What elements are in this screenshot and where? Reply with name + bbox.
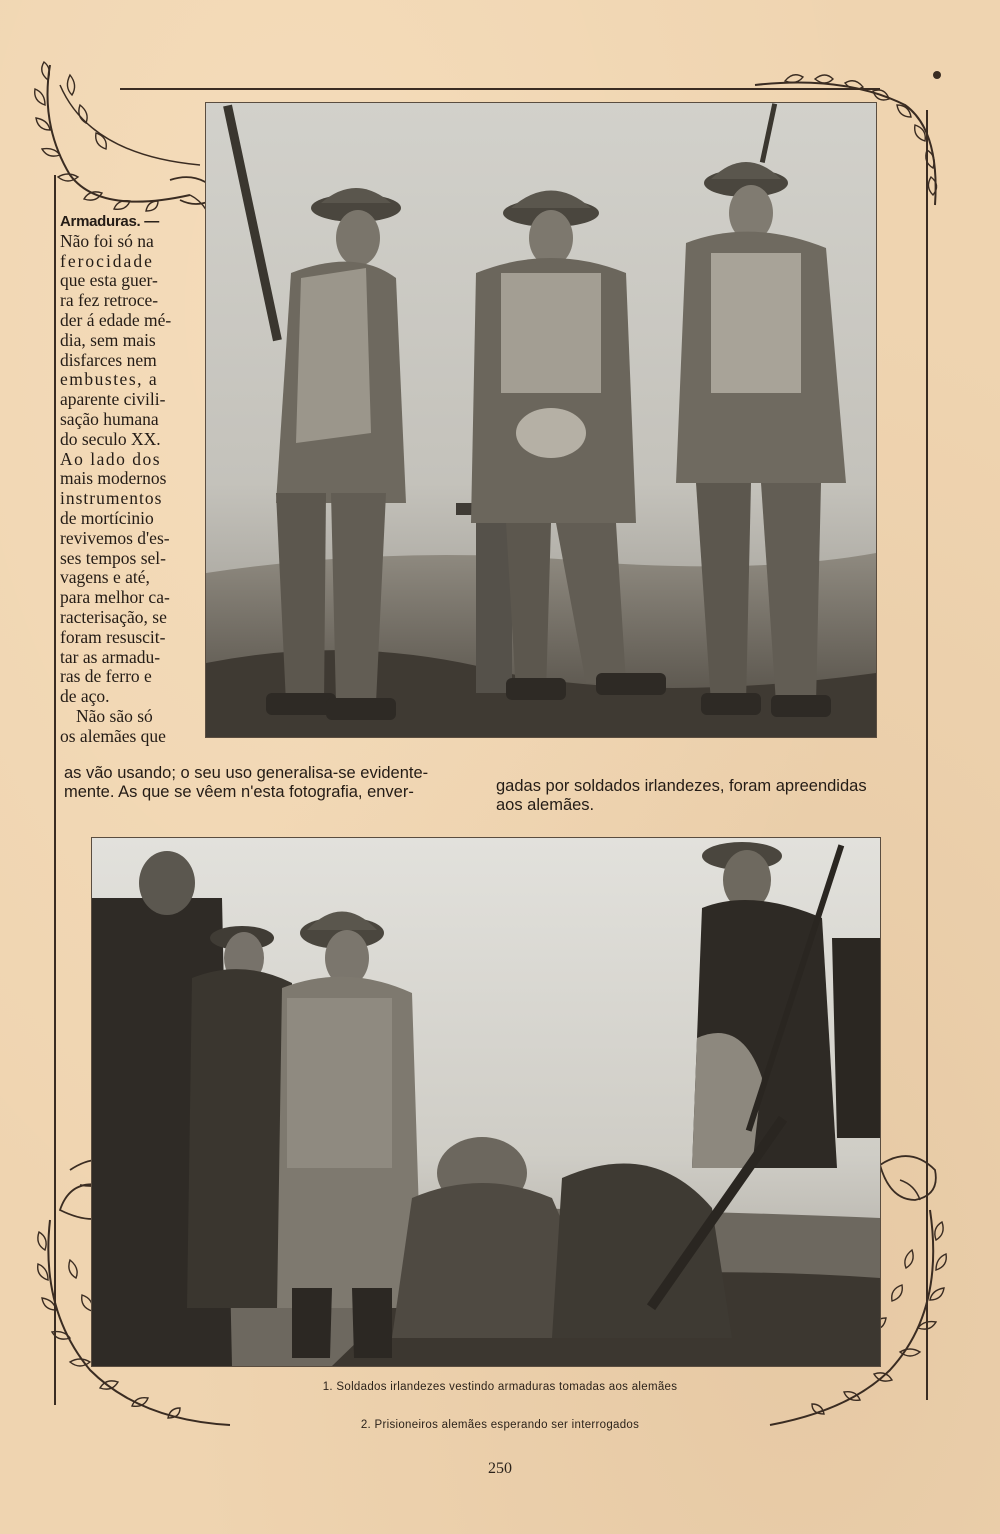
sidebar-line: os alemães que <box>60 725 166 746</box>
sidebar-line: para melhor ca- <box>60 587 170 608</box>
left-column-line: mente. As que se vêem n'esta fotografia, enver- <box>64 783 414 801</box>
sidebar-line: sação humana <box>60 408 159 429</box>
left-column-line: as vão usando; o seu uso generalisa-se evidente- <box>64 764 429 782</box>
sidebar-line: vagens e até, <box>60 567 150 588</box>
photo-german-prisoners <box>92 838 880 1366</box>
sidebar-line: dia, sem mais <box>60 329 156 350</box>
sidebar-line: ses tempos sel- <box>60 547 166 568</box>
right-column-line: aos alemães. <box>496 796 595 814</box>
sidebar-line: aparente civili- <box>60 389 166 410</box>
sidebar-line: der á edade mé- <box>60 309 172 330</box>
sidebar-line: ras de ferro e <box>60 666 152 687</box>
photo-caption-1: 1. Soldados irlandezes vestindo armaduras tomadas aos alemães <box>322 1381 678 1393</box>
sidebar-line: disfarces nem <box>60 349 157 370</box>
sidebar-line: Ao lado dos <box>60 448 162 469</box>
sidebar-line: embustes, a <box>60 369 159 390</box>
article-sidebar-text <box>60 212 205 747</box>
sidebar-line: de mortícinio <box>60 507 154 528</box>
sidebar-line: que esta guer- <box>60 270 158 291</box>
sidebar-line: instrumentos <box>60 488 163 509</box>
photograph-soldiers-armour-icon <box>206 103 876 737</box>
page-number: 250 <box>488 1460 512 1477</box>
article-left-column <box>64 764 474 802</box>
sidebar-line: racterisação, se <box>60 606 167 627</box>
sidebar-line: Não são só <box>76 705 153 726</box>
sidebar-line: ra fez retroce- <box>60 290 159 311</box>
sidebar-line: Não foi só na <box>60 230 154 251</box>
right-column-line: gadas por soldados irlandezes, foram apreendidas <box>496 777 867 795</box>
sidebar-line: revivemos d'es- <box>60 527 170 548</box>
photograph-german-prisoners-icon <box>92 838 880 1366</box>
sidebar-line: foram resuscit- <box>60 626 166 647</box>
sidebar-line: tar as armadu- <box>60 646 161 667</box>
sidebar-line: ferocidade <box>60 250 154 271</box>
article-heading: Armaduras. — <box>60 213 159 230</box>
sidebar-line: mais modernos <box>60 468 167 489</box>
photo-irish-soldiers-armour <box>206 103 876 737</box>
sidebar-line: do seculo XX. <box>60 428 161 449</box>
photo-caption-2: 2. Prisioneiros alemães esperando ser interrogados <box>360 1419 640 1431</box>
article-right-column <box>496 777 916 815</box>
sidebar-line: de aço. <box>60 686 110 707</box>
